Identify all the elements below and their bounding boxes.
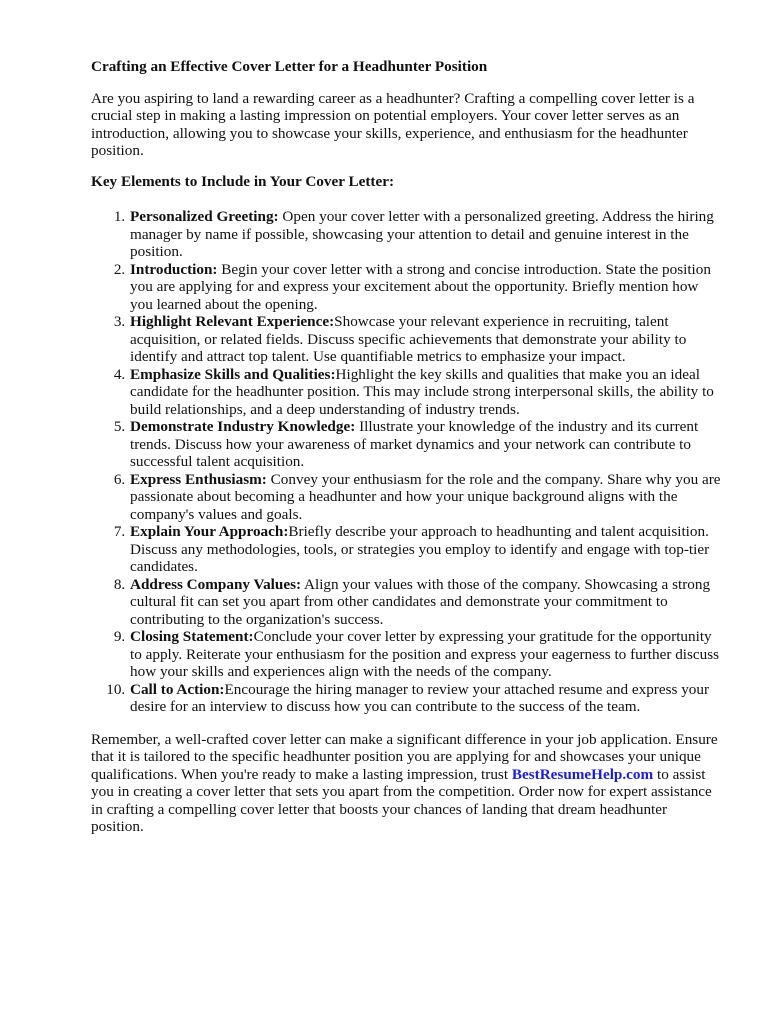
document-title: Crafting an Effective Cover Letter for a Headhunter Position: [91, 58, 488, 75]
item-text: Begin your cover letter with a strong and concise introduction. State the position you are applying for and express your excitement about the opportunity. Briefly mention how you learned about the opening.: [130, 260, 711, 313]
closing-paragraph: [91, 731, 721, 836]
intro-paragraph: Are you aspiring to land a rewarding career as a headhunter? Crafting a compelling cover letter is a crucial step in making a lasting impression on potential employers. Your cover letter serves as an introduction, allowing you to showcase your skills, experience, and enthusiasm for the headhunter position.: [91, 89, 695, 159]
list-item: [129, 313, 721, 366]
key-elements-list: [91, 208, 721, 716]
list-item: [129, 208, 721, 261]
item-text: Align your values with those of the company. Showcasing a strong cultural fit can set you apart from other candidates and demonstrate your commitment to contributing to the organization's success.: [130, 575, 711, 628]
item-text: Briefly describe your approach to headhunting and talent acquisition. Discuss any methodologies, tools, or strategies you employ to identify and engage with top-tier candidates.: [130, 523, 710, 575]
item-text: Conclude your cover letter by expressing your gratitude for the opportunity to apply. Reiterate your enthusiasm for the position and express your eagerness to further discuss how your skills and experiences align with the needs of the company.: [130, 628, 720, 680]
item-term: Personalized Greeting:: [130, 208, 279, 225]
closing-text-after-link: to assist you in creating a cover letter that sets you apart from the competition. Order now for expert assistance in crafting a compelling cover letter that boosts your chances of landing that dream headhunter position.: [91, 765, 712, 835]
item-term: Emphasize Skills and Qualities:: [130, 365, 336, 383]
item-term: Address Company Values:: [130, 575, 302, 593]
list-item: [129, 523, 721, 576]
list-item: [129, 261, 721, 314]
item-text: Encourage the hiring manager to review your attached resume and express your desire for an interview to discuss how you can contribute to the success of the team.: [130, 680, 710, 715]
closing-text-before-link: Remember, a well-crafted cover letter can make a significant difference in your job application. Ensure that it is tailored to the specific headhunter position you are applying for and showcases your unique qualifications. When you're ready to make a lasting impression, trust: [91, 730, 718, 783]
key-elements-heading: Key Elements to Include in Your Cover Letter:: [91, 172, 395, 190]
list-item: [129, 418, 721, 471]
item-text: Convey your enthusiasm for the role and the company. Share why you are passionate about becoming a headhunter and how your unique background aligns with the company's values and goals.: [130, 470, 721, 523]
item-term: Explain Your Approach:: [130, 523, 289, 540]
item-text: Highlight the key skills and qualities that make you an ideal candidate for the headhunter position. This may include strong interpersonal skills, the ability to build relationships, and a deep understanding of industry trends.: [130, 365, 714, 418]
list-item: [129, 576, 721, 629]
list-item: [129, 628, 721, 681]
item-term: Express Enthusiasm:: [130, 470, 267, 488]
item-term: Demonstrate Industry Knowledge:: [130, 418, 356, 435]
document-page: [91, 58, 721, 836]
item-text: Illustrate your knowledge of the industry and its current trends. Discuss how your awareness of market dynamics and your network can contribute to successful talent acquisition.: [130, 418, 699, 470]
item-term: Introduction:: [130, 260, 218, 278]
item-term: Closing Statement:: [130, 628, 254, 645]
item-term: Highlight Relevant Experience:: [130, 313, 335, 330]
item-term: Call to Action:: [130, 680, 225, 698]
list-item: [129, 366, 721, 419]
list-item: [129, 681, 721, 716]
item-text: Open your cover letter with a personalized greeting. Address the hiring manager by name if possible, showcasing your attention to detail and genuine interest in the position.: [130, 208, 714, 260]
list-item: [129, 471, 721, 524]
item-text: Showcase your relevant experience in recruiting, talent acquisition, or related fields. Discuss specific achievements that demonstrate your ability to identify and attract top talent. Use quantifiable metrics to emphasize your impact.: [130, 313, 687, 365]
bestresumehelp-link[interactable]: BestResumeHelp.com: [511, 765, 654, 783]
